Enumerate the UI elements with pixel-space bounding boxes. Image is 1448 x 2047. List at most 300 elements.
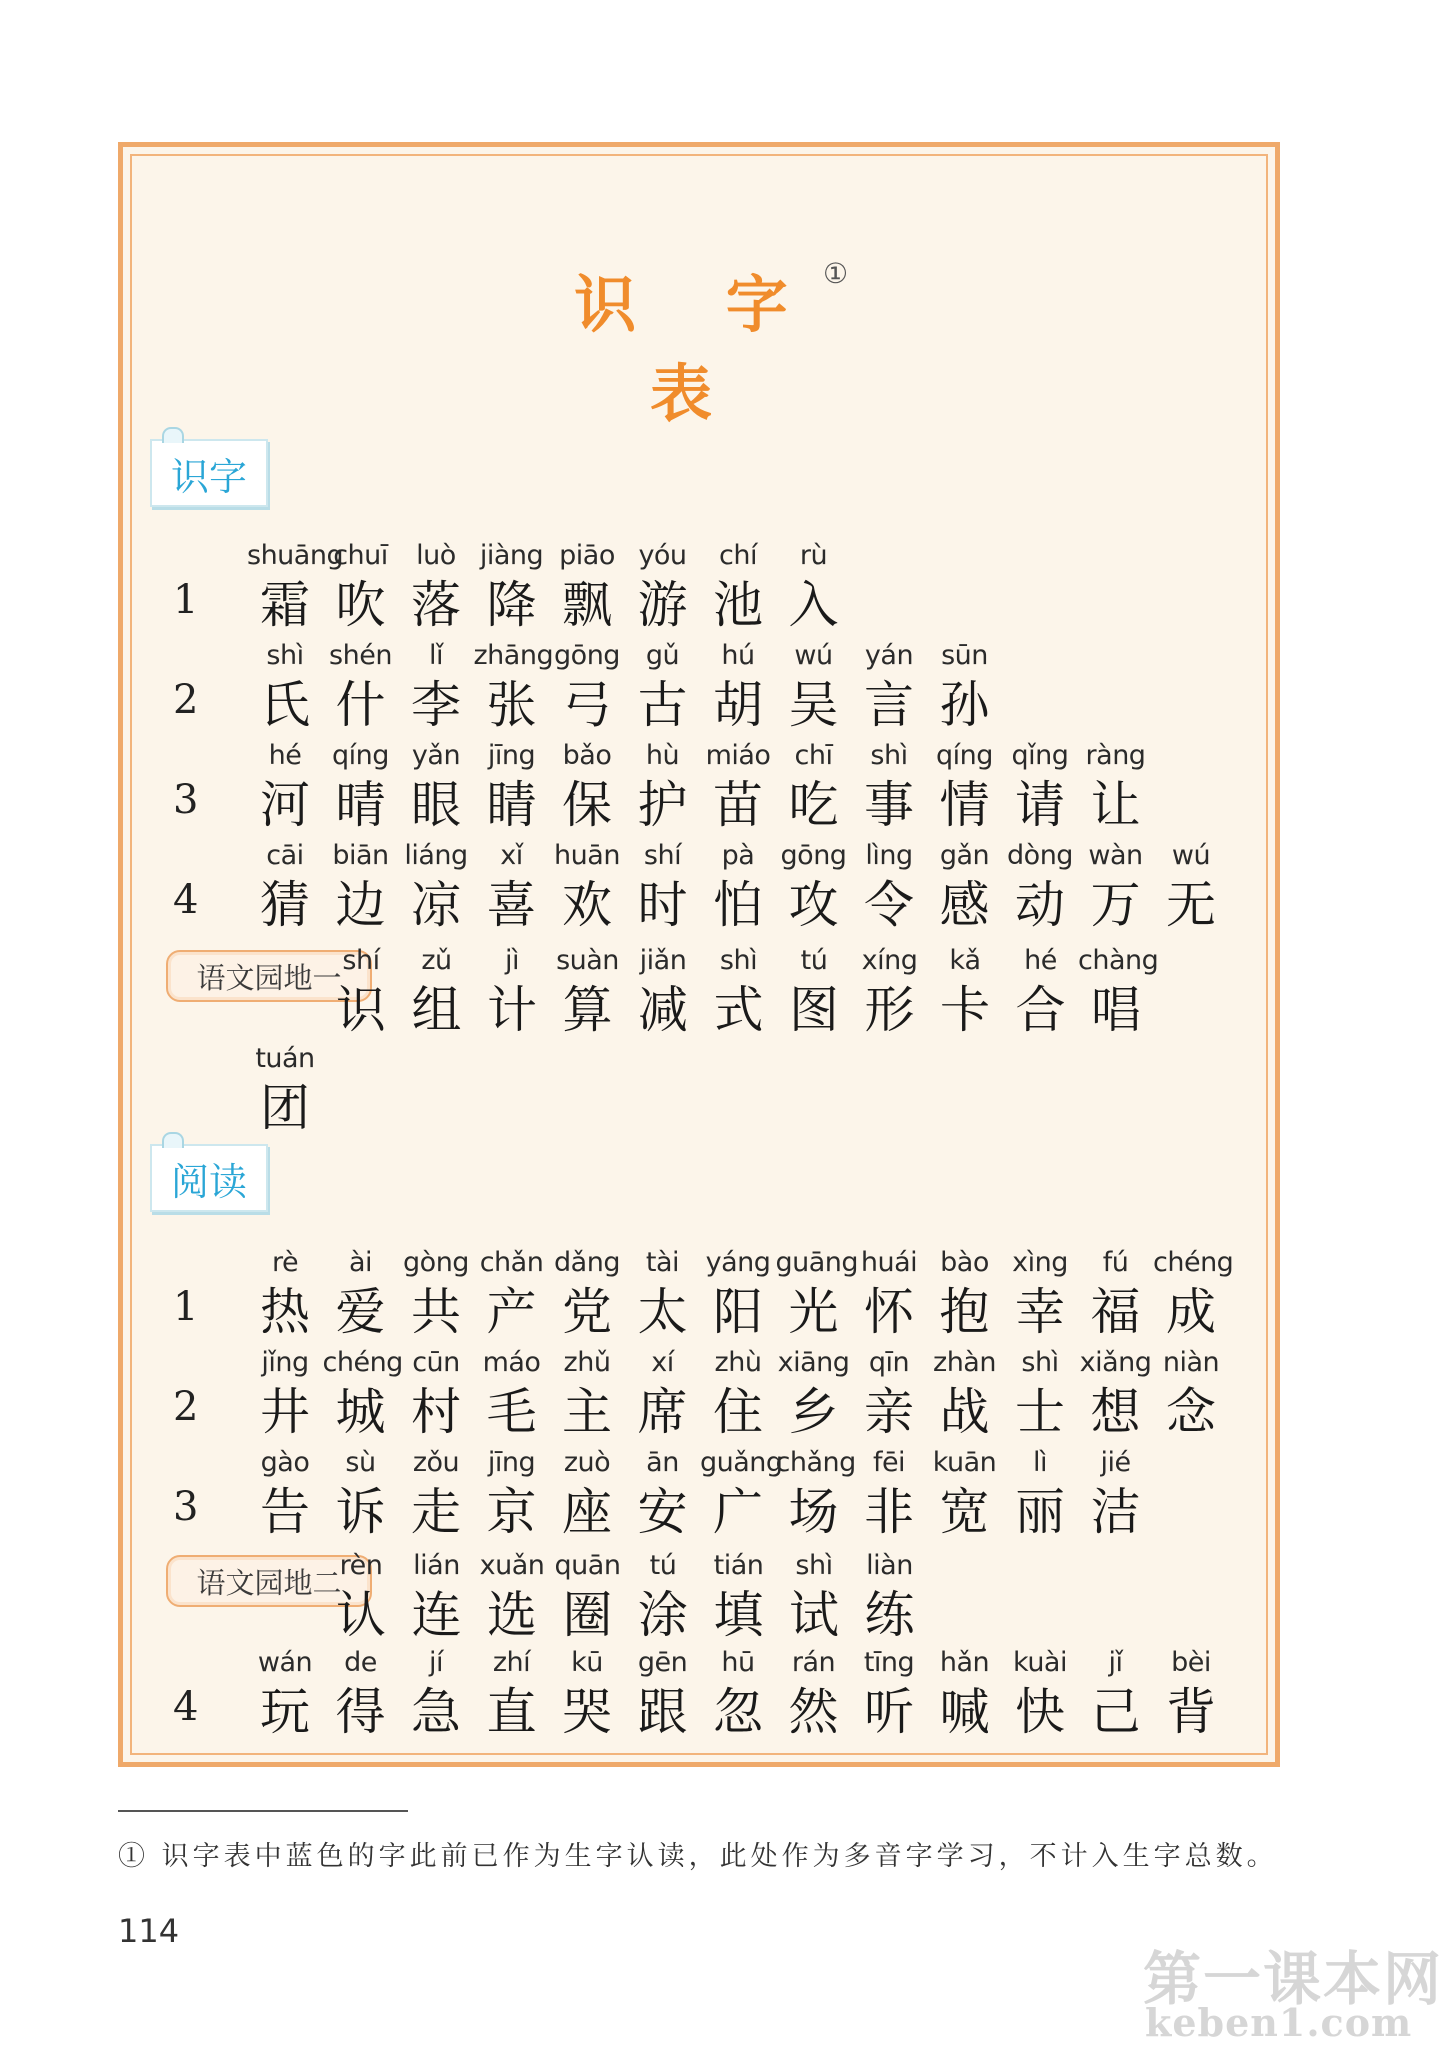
pinyin: chǎng [775,1447,856,1478]
hanzi: 涂 [638,1586,688,1644]
hanzi: 忽 [713,1683,763,1741]
pinyin: shén [329,640,392,671]
pinyin: zǔ [421,945,452,976]
pinyin: hé [1024,945,1057,976]
hanzi: 团 [260,1079,310,1137]
pinyin: kū [571,1647,603,1678]
hanzi: 急 [411,1683,461,1741]
pinyin: pà [721,840,755,871]
character-cell [776,942,852,1040]
hanzi: 选 [487,1586,537,1644]
hanzi: 想 [1090,1383,1141,1441]
character-cell [625,537,701,635]
character-cell [398,737,474,835]
character-cell [851,837,927,935]
pinyin: ān [646,1447,679,1478]
pinyin: tú [649,1550,677,1581]
hanzi: 座 [562,1483,612,1541]
pinyin: lǐ [428,640,443,671]
character-cell [1002,737,1078,835]
lesson-number: 4 [173,1684,199,1730]
pinyin: quān [554,1550,621,1581]
character-cell [625,1644,701,1742]
character-cell [701,1547,777,1645]
hanzi: 产 [486,1283,537,1341]
pinyin: xiāng [777,1347,850,1378]
hanzi: 合 [1015,981,1066,1039]
hanzi: 保 [562,776,612,834]
hanzi: 落 [411,576,461,634]
hanzi: 降 [486,576,537,634]
hanzi: 事 [864,776,914,834]
character-cell [474,537,550,635]
hanzi: 安 [637,1483,688,1541]
character-cell [323,1644,399,1742]
hanzi: 睛 [486,776,537,834]
hanzi: 令 [864,876,914,934]
hanzi: 毛 [486,1383,537,1441]
hanzi: 胡 [713,676,763,734]
hanzi: 广 [713,1483,763,1541]
character-cell [625,1444,701,1542]
pinyin: dòng [1007,840,1073,871]
clip-icon [162,427,184,443]
character-cell [549,1244,625,1342]
character-cell [323,637,399,735]
pinyin: gōng [780,840,847,871]
pinyin: lián [413,1550,460,1581]
hanzi: 直 [486,1683,537,1741]
hanzi: 圈 [562,1586,613,1644]
hanzi: 阳 [713,1283,763,1341]
hanzi: 城 [335,1383,386,1441]
character-cell [323,1244,399,1342]
hanzi: 组 [411,981,462,1039]
character-cell [549,1344,625,1442]
pinyin: lì [1032,1447,1047,1478]
character-cell [399,942,475,1040]
watermark-url: keben1.com [1145,2000,1413,2045]
hanzi: 住 [713,1383,763,1441]
pinyin: hū [721,1647,755,1678]
literacy-table-frame [118,142,1280,1767]
hanzi: 试 [789,1586,839,1644]
pinyin: wú [794,640,833,671]
hanzi: 池 [713,576,763,634]
character-cell [1153,1344,1229,1442]
pinyin: xí [651,1347,674,1378]
character-cell [701,942,777,1040]
lesson-number: 1 [173,1284,199,1330]
hanzi: 走 [411,1483,461,1541]
character-cell [927,737,1003,835]
character-cell [1002,1444,1078,1542]
character-cell [851,1644,927,1742]
pinyin: shì [870,740,908,771]
character-cell [625,837,701,935]
character-cell [1078,1344,1154,1442]
pinyin: sūn [941,640,988,671]
hanzi: 晴 [335,776,386,834]
character-cell [700,1244,776,1342]
character-cell [625,942,701,1040]
pinyin: cūn [412,1347,460,1378]
character-cell [549,637,625,735]
pinyin: chéng [322,1347,403,1378]
pinyin: jié [1100,1447,1131,1478]
character-cell [473,637,554,735]
pinyin: chí [719,540,757,571]
character-cell [323,737,399,835]
hanzi: 村 [411,1383,461,1441]
pinyin: zuò [563,1447,611,1478]
hanzi: 喊 [939,1683,990,1741]
pinyin: sù [345,1447,376,1478]
pinyin: rè [271,1247,299,1278]
character-cell [1078,1444,1154,1542]
footnote-divider [118,1810,408,1812]
lesson-number: 2 [173,677,199,723]
hanzi: 爱 [335,1283,386,1341]
character-cell [550,1547,626,1645]
pinyin: guāng [775,1247,859,1278]
hanzi: 图 [789,981,839,1039]
character-cell [776,537,852,635]
character-cell [1002,837,1078,935]
character-cell [1002,1644,1078,1742]
character-cell [1002,1244,1078,1342]
hanzi: 听 [864,1683,914,1741]
title-footnote-marker: ① [823,257,849,290]
character-cell [776,837,852,935]
hanzi: 共 [411,1283,461,1341]
pinyin: zhí [492,1647,531,1678]
pinyin: dǎng [554,1247,620,1278]
character-cell [550,942,626,1040]
pinyin: ràng [1085,740,1146,771]
hanzi: 让 [1090,776,1141,834]
hanzi: 氏 [260,676,310,734]
character-cell [323,942,399,1040]
character-cell [323,837,399,935]
character-cell [549,737,625,835]
character-cell [927,1244,1003,1342]
hanzi: 算 [562,981,613,1039]
pinyin: tuán [255,1043,315,1074]
pinyin: zhāng [473,640,554,671]
character-cell [398,537,474,635]
character-cell [247,1244,323,1342]
pinyin: xuǎn [479,1550,545,1581]
hanzi: 请 [1015,776,1065,834]
character-cell [625,737,701,835]
section-tag-2: 阅读 [150,1144,268,1212]
hanzi: 太 [637,1283,688,1341]
pinyin: shì [1021,1347,1059,1378]
clip-icon [162,1132,184,1148]
character-cell [927,637,1003,735]
pinyin: gǎn [939,840,990,871]
character-cell [323,1444,399,1542]
pinyin: de [344,1647,377,1678]
pinyin: tīng [863,1647,915,1678]
character-cell [399,1547,475,1645]
character-cell [625,637,701,735]
pinyin: jiàng [479,540,544,571]
pinyin: wú [1171,840,1211,871]
character-cell [247,837,323,935]
character-cell [549,537,625,635]
pinyin: miáo [705,740,771,771]
character-cell [474,1244,550,1342]
pinyin: fēi [872,1447,906,1478]
character-cell [700,637,776,735]
character-cell [398,637,474,735]
hanzi: 玩 [260,1683,310,1741]
pinyin: shì [719,945,758,976]
hanzi: 吴 [788,676,839,734]
pinyin: guǎng [700,1447,783,1478]
lesson-number: 3 [173,777,199,823]
hanzi: 万 [1090,876,1141,934]
hanzi: 弓 [562,676,612,734]
character-cell [852,942,928,1040]
hanzi: 井 [260,1383,310,1441]
pinyin: hé [268,740,302,771]
hanzi: 猜 [260,876,310,934]
hanzi: 喜 [486,876,537,934]
pinyin: fú [1102,1247,1129,1278]
character-cell [247,1344,323,1442]
pinyin: jīng [487,740,536,771]
pinyin: bèi [1171,1647,1211,1678]
hanzi: 告 [260,1483,310,1541]
hanzi: 感 [939,876,990,934]
pinyin: tián [713,1550,764,1581]
chinese-garden-tag: 语文园地一 [166,950,372,1002]
pinyin: bǎo [562,740,612,771]
hanzi: 热 [260,1283,310,1341]
pinyin: qǐng [1011,740,1069,771]
hanzi: 形 [864,981,915,1039]
hanzi: 得 [335,1683,386,1741]
pinyin: chī [794,740,833,771]
character-cell [851,737,927,835]
character-cell [927,837,1003,935]
hanzi: 什 [335,676,386,734]
hanzi: 飘 [562,576,612,634]
character-cell [549,837,625,935]
hanzi: 诉 [335,1483,386,1541]
character-cell [1002,1344,1078,1442]
hanzi: 欢 [562,876,612,934]
pinyin: gōng [554,640,620,671]
hanzi: 宽 [939,1483,990,1541]
character-cell [322,1344,403,1442]
character-cell [549,1644,625,1742]
hanzi: 苗 [713,776,763,834]
lesson-number: 1 [173,577,199,623]
character-cell [1078,737,1154,835]
pinyin: shí [643,840,682,871]
hanzi: 丽 [1015,1483,1065,1541]
character-cell [776,737,852,835]
character-cell [625,1547,701,1645]
pinyin: jí [428,1647,443,1678]
hanzi: 光 [788,1283,839,1341]
hanzi: 河 [260,776,310,834]
hanzi: 怀 [864,1283,914,1341]
pinyin: chéng [1153,1247,1234,1278]
hanzi: 边 [335,876,386,934]
character-cell [323,537,399,635]
character-cell [398,837,474,935]
pinyin: yáng [705,1247,771,1278]
character-cell [1153,1644,1229,1742]
pinyin: máo [482,1347,541,1378]
pinyin: jì [504,945,519,976]
pinyin: qíng [936,740,993,771]
hanzi: 护 [637,776,688,834]
character-cell [700,1444,783,1542]
pinyin: zhàn [933,1347,996,1378]
hanzi: 背 [1166,1683,1216,1741]
hanzi: 练 [864,1586,915,1644]
hanzi: 卡 [940,981,990,1039]
hanzi: 认 [336,1586,386,1644]
character-cell [398,1444,474,1542]
pinyin: kǎ [949,945,981,976]
hanzi: 福 [1090,1283,1141,1341]
hanzi: 霜 [260,576,310,634]
character-cell [1153,1244,1234,1342]
character-cell [474,1344,550,1442]
pinyin: xiǎng [1079,1347,1152,1378]
hanzi: 无 [1166,876,1216,934]
lesson-number: 2 [173,1384,199,1430]
pinyin: tú [800,945,828,976]
hanzi: 时 [637,876,688,934]
character-cell [851,1444,927,1542]
character-cell [852,1547,928,1645]
hanzi: 吃 [788,776,839,834]
hanzi: 计 [487,981,537,1039]
character-cell [247,1444,323,1542]
page-title: 识 字 表 [574,268,822,430]
pinyin: rù [799,540,828,571]
hanzi: 席 [637,1383,688,1441]
hanzi: 场 [788,1483,839,1541]
character-cell [474,1444,550,1542]
lesson-number: 3 [173,1484,199,1530]
pinyin: jǐng [261,1347,309,1378]
character-cell [775,1444,856,1542]
character-cell [927,1644,1003,1742]
hanzi: 乡 [788,1383,839,1441]
character-cell [1078,1244,1154,1342]
hanzi: 识 [336,981,386,1039]
pinyin: niàn [1162,1347,1220,1378]
pinyin: kuān [932,1447,997,1478]
hanzi: 入 [788,576,839,634]
hanzi: 古 [637,676,688,734]
hanzi: 快 [1015,1683,1065,1741]
character-cell [927,1444,1003,1542]
hanzi: 怕 [713,876,763,934]
chinese-garden-tag: 语文园地二 [166,1555,372,1607]
character-cell [851,1344,927,1442]
character-cell [247,637,323,735]
character-cell [398,1344,474,1442]
pinyin: huái [860,1247,918,1278]
character-cell [700,737,776,835]
character-cell [776,1644,852,1742]
pinyin: liáng [404,840,468,871]
pinyin: xíng [861,945,918,976]
hanzi: 攻 [788,876,839,934]
character-cell [851,637,927,735]
character-cell [625,1344,701,1442]
character-cell [247,1040,323,1138]
hanzi: 亲 [864,1383,914,1441]
hanzi: 眼 [411,776,461,834]
character-cell [776,637,852,735]
watermark-site-name: 第一课本网 [1143,1945,1444,2013]
pinyin: gào [260,1447,310,1478]
pinyin: huān [554,840,620,871]
hanzi: 京 [486,1483,537,1541]
pinyin: jiǎn [639,945,687,976]
hanzi: 成 [1166,1283,1216,1341]
hanzi: 幸 [1015,1283,1065,1341]
character-cell [474,837,550,935]
pinyin: piāo [559,540,615,571]
character-cell [549,1444,625,1542]
character-cell [1078,837,1154,935]
character-cell [1003,942,1079,1040]
pinyin: chàng [1078,945,1159,976]
pinyin: biān [332,840,389,871]
pinyin: shí [342,945,380,976]
pinyin: jǐ [1108,1647,1123,1678]
hanzi: 洁 [1090,1483,1141,1541]
pinyin: rèn [339,1550,383,1581]
hanzi: 孙 [939,676,990,734]
hanzi: 减 [638,981,688,1039]
pinyin: yǎn [411,740,461,771]
character-cell [700,1644,776,1742]
character-cell [474,1547,550,1645]
hanzi: 游 [637,576,688,634]
hanzi: 非 [864,1483,914,1541]
hanzi: 唱 [1091,981,1141,1039]
hanzi: 战 [939,1383,990,1441]
character-cell [625,1244,701,1342]
lesson-number: 4 [173,877,199,923]
character-cell [474,942,550,1040]
character-cell [1078,942,1159,1040]
character-cell [1153,837,1229,935]
hanzi: 凉 [411,876,461,934]
pinyin: suàn [556,945,619,976]
page-number: 114 [118,1912,180,1950]
character-cell [247,1644,323,1742]
character-cell [474,737,550,835]
character-cell [700,537,776,635]
pinyin: xìng [1012,1247,1068,1278]
pinyin: gēn [637,1647,688,1678]
hanzi: 主 [562,1383,612,1441]
